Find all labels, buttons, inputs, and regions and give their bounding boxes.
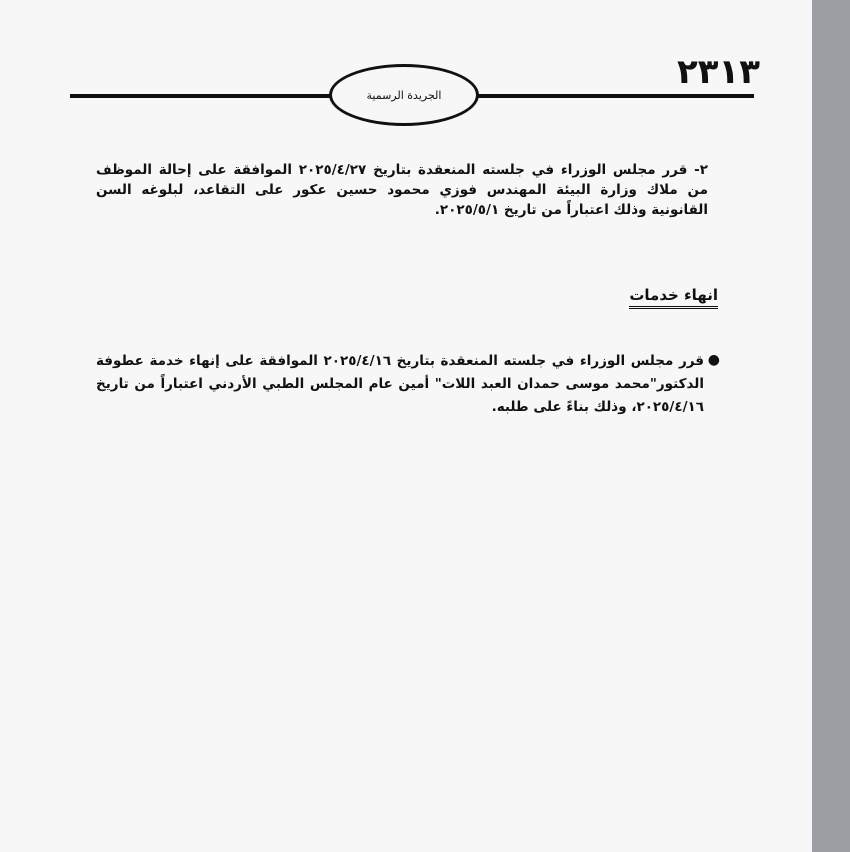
- item-2-paragraph: ٢- قرر مجلس الوزراء في جلسته المنعقدة بتاريخ ٢٠٢٥/٤/٢٧ الموافقة على إحالة الموظف من ملاك وزارة البيئة المهندس فوزي محمود حسين عكور على التقاعد، لبلوغه السن القانونية وذلك اعتباراً من تاريخ ٢٠٢٥/٥/١.: [96, 162, 708, 218]
- publication-title-oval: [329, 64, 479, 126]
- list-item: [96, 350, 720, 419]
- section-heading: [560, 285, 718, 304]
- bullet-icon: ●: [707, 352, 720, 368]
- section-heading-text: انهاء خدمات: [629, 286, 718, 309]
- publication-title: الجريدة الرسمية: [366, 88, 442, 102]
- bullet-paragraph: قرر مجلس الوزراء في جلسته المنعقدة بتاريخ ٢٠٢٥/٤/١٦ الموافقة على إنهاء خدمة عطوفة الدكتور"محمد موسى حمدان العبد اللات" أمين عام المجلس الطبي الأردني اعتباراً من تاريخ ٢٠٢٥/٤/١٦، وذلك بناءً على طلبه.: [96, 353, 704, 415]
- page-edge-bar: [812, 0, 850, 852]
- page-number: ٢٣١٣: [676, 52, 760, 92]
